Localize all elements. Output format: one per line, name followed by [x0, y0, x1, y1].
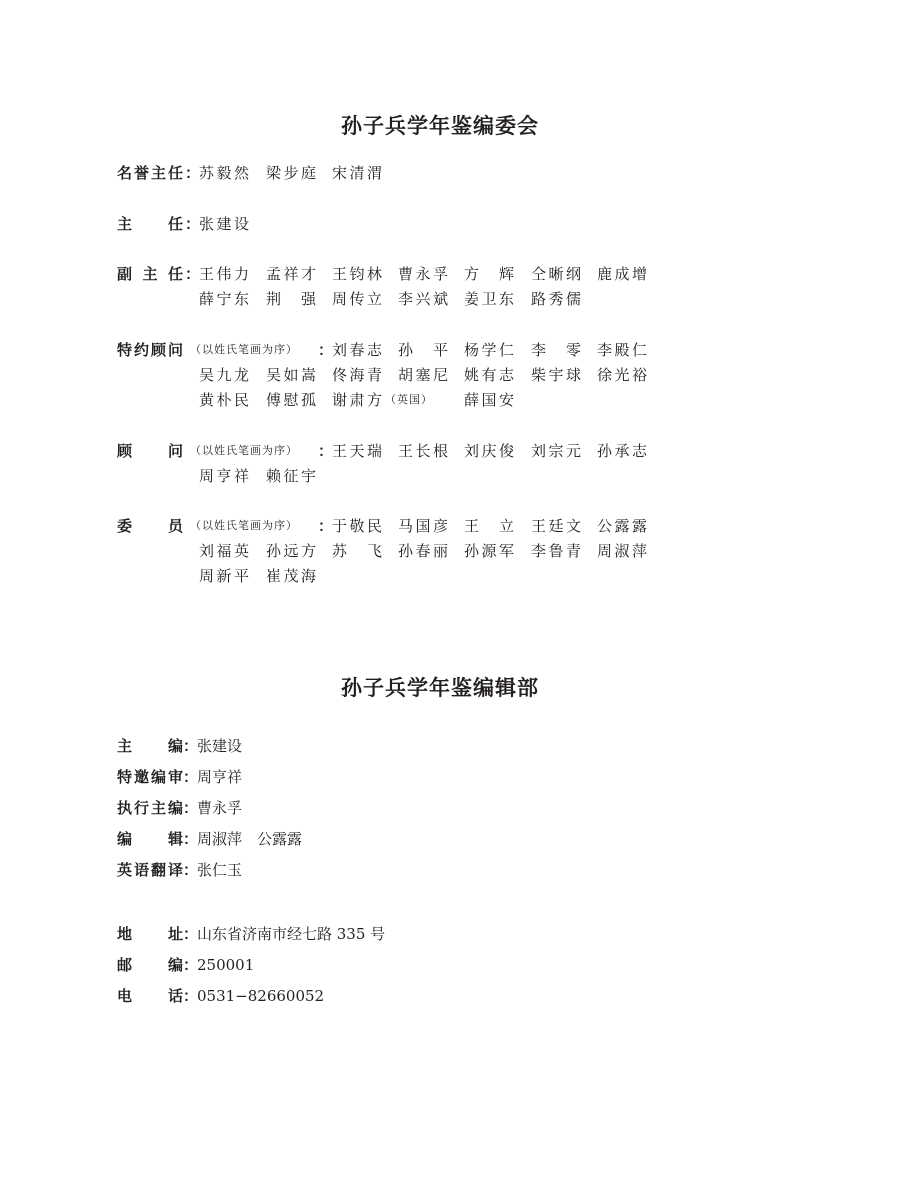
colon: ：: [185, 265, 201, 283]
special-advisors-label: 特 约 顾 问: [117, 341, 183, 359]
chief-editor-label: 主 编: [117, 737, 183, 755]
colon: ：: [183, 987, 199, 1005]
person-name: 孟 祥 才: [266, 265, 316, 283]
person-name: 佟 海 青: [332, 366, 382, 384]
person-name: 路 秀 儒: [531, 290, 581, 308]
person-name: 柴 宇 球: [531, 366, 581, 384]
colon: ：: [183, 861, 199, 879]
person-name: 王 长 根: [398, 442, 448, 460]
person-name: 姜 卫 东: [464, 290, 514, 308]
vice-chairs-label: 副 主 任: [117, 265, 183, 283]
person-name: 马 国 彦: [398, 517, 448, 535]
person-name: 李 零: [531, 341, 581, 359]
members-label: 委 员: [117, 517, 183, 535]
invited-reviewer-value: 周亨祥: [197, 768, 243, 786]
person-name: 李 鲁 青: [531, 542, 581, 560]
person-name: 胡 塞 尼: [398, 366, 448, 384]
colon: ：: [183, 925, 199, 943]
person-name: 李 殿 仁: [597, 341, 647, 359]
person-name: 方 辉: [464, 265, 514, 283]
person-name: 李 兴 斌: [398, 290, 448, 308]
person-name: 张 建 设: [199, 215, 249, 233]
person-name: 孙 远 方: [266, 542, 316, 560]
person-name: 王 廷 文: [531, 517, 581, 535]
chief-editor-value: 张建设: [197, 737, 243, 755]
person-name: 薛 宁 东: [199, 290, 249, 308]
person-name: 徐 光 裕: [597, 366, 647, 384]
postcode-value: 250001: [197, 956, 255, 974]
translator-label: 英 语 翻 译: [117, 861, 183, 879]
person-name: 苏 飞: [332, 542, 382, 560]
person-name: 公 露 露: [597, 517, 647, 535]
executive-editor-value: 曹永孚: [197, 799, 243, 817]
person-name: 梁 步 庭: [266, 164, 316, 182]
editorial-title: 孙子兵学年鉴编辑部: [341, 676, 539, 700]
person-name: 孙 平: [398, 341, 448, 359]
colon: ：: [185, 164, 201, 182]
person-name: 仝 晰 纲: [531, 265, 581, 283]
person-name: 傅 慰 孤: [266, 391, 316, 409]
person-name: 姚 有 志: [464, 366, 514, 384]
person-name: 孙 承 志: [597, 442, 647, 460]
person-name: 刘 宗 元: [531, 442, 581, 460]
person-name: 孙 源 军: [464, 542, 514, 560]
person-name: 曹 永 孚: [398, 265, 448, 283]
postcode-label: 邮 编: [117, 956, 183, 974]
person-name: 苏 毅 然: [199, 164, 249, 182]
colon: ：: [185, 215, 201, 233]
advisors-label: 顾 问: [117, 442, 183, 460]
person-name: 周 亨 祥: [199, 467, 249, 485]
order-note: （以姓氏笔画为序）: [190, 444, 298, 457]
executive-editor-label: 执 行 主 编: [117, 799, 183, 817]
person-name: 刘 春 志: [332, 341, 382, 359]
phone-label: 电 话: [117, 987, 183, 1005]
person-name: 刘 庆 俊: [464, 442, 514, 460]
person-name: 刘 福 英: [199, 542, 249, 560]
person-name: 鹿 成 增: [597, 265, 647, 283]
person-name: 周 传 立: [332, 290, 382, 308]
colon: ：: [183, 956, 199, 974]
person-name: 谢 肃 方: [332, 391, 382, 409]
person-name: 杨 学 仁: [464, 341, 514, 359]
person-name: 薛 国 安: [464, 391, 514, 409]
colon: ：: [183, 799, 199, 817]
person-name: 荆 强: [266, 290, 316, 308]
person-name: 吴 如 嵩: [266, 366, 316, 384]
colon: ：: [318, 517, 334, 535]
person-name: 崔 茂 海: [266, 567, 316, 585]
honorary-chairs-label: 名 誉 主 任: [117, 164, 183, 182]
person-name: 王 伟 力: [199, 265, 249, 283]
order-note: （以姓氏笔画为序）: [190, 343, 298, 356]
person-name: 吴 九 龙: [199, 366, 249, 384]
person-name: 王 钧 林: [332, 265, 382, 283]
person-name: 于 敬 民: [332, 517, 382, 535]
colon: ：: [318, 442, 334, 460]
colon: ：: [183, 737, 199, 755]
person-name: 周 新 平: [199, 567, 249, 585]
person-name: 周 淑 萍: [597, 542, 647, 560]
chair-label: 主 任: [117, 215, 183, 233]
person-name: 宋 清 渭: [332, 164, 382, 182]
translator-value: 张仁玉: [197, 861, 243, 879]
invited-reviewer-label: 特 邀 编 审: [117, 768, 183, 786]
colon: ：: [318, 341, 334, 359]
order-note: （以姓氏笔画为序）: [190, 519, 298, 532]
committee-title: 孙子兵学年鉴编委会: [341, 114, 539, 138]
colon: ：: [183, 830, 199, 848]
country-note: （英国）: [385, 393, 433, 406]
person-name: 赖 征 宇: [266, 467, 316, 485]
person-name: 王 天 瑞: [332, 442, 382, 460]
person-name: 王 立: [464, 517, 514, 535]
editors-label: 编 辑: [117, 830, 183, 848]
address-label: 地 址: [117, 925, 183, 943]
colon: ：: [183, 768, 199, 786]
address-value: 山东省济南市经七路 335 号: [197, 925, 386, 943]
editors-value: 周淑萍 公露露: [197, 830, 303, 848]
person-name: 孙 春 丽: [398, 542, 448, 560]
person-name: 黄 朴 民: [199, 391, 249, 409]
phone-value: 0531−82660052: [197, 987, 325, 1005]
